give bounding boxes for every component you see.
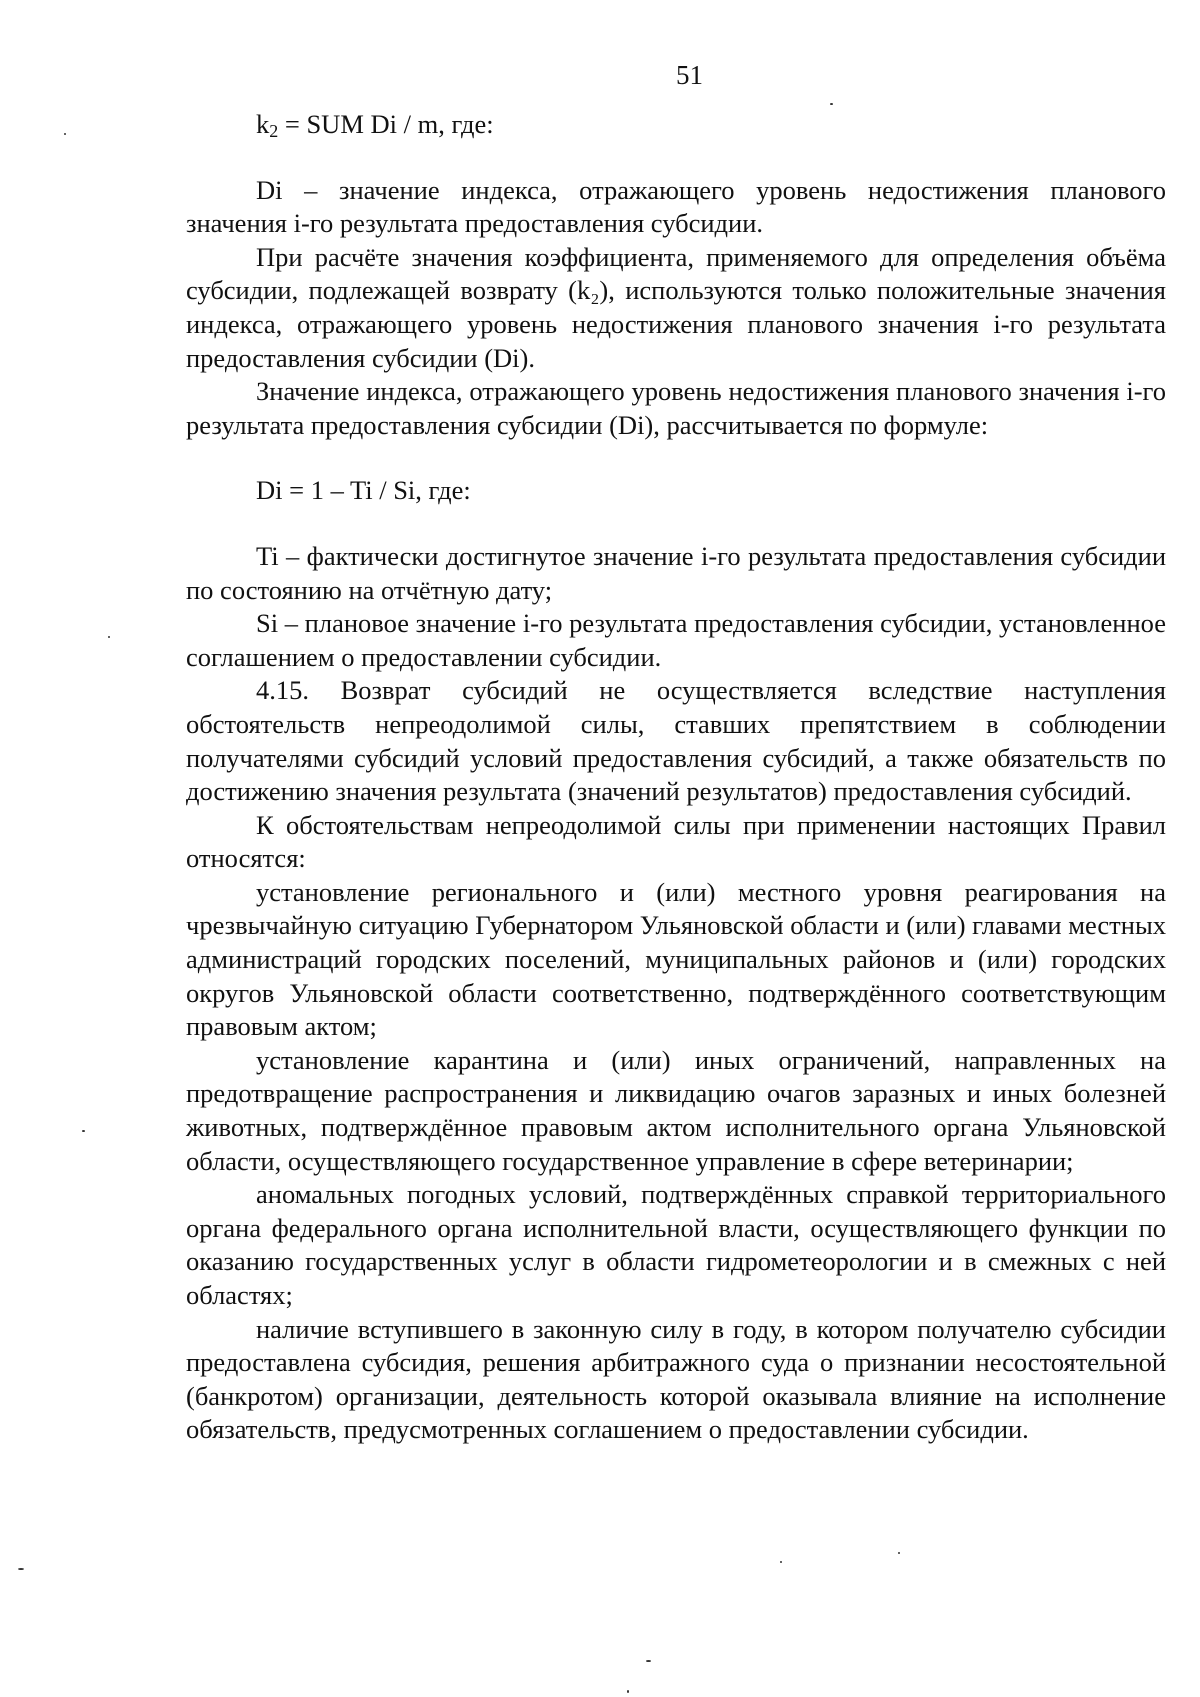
list-item-quarantine: установление карантина и (или) иных ограничений, направленных на предотвращение распространения и ликвидацию очагов заразных и иных болезней животных, подтверждённое правовым актом исполнительного органа Ульяновской области, осуществляющего государственное управление в сфере ветеринарии; <box>186 1044 1166 1176</box>
paragraph-di-definition: Di – значение индекса, отражающего уровень недостижения планового значения i-го результата предоставления субсидии. <box>186 174 1166 239</box>
formula-k2-rest: = SUM Di / m, где: <box>278 109 494 139</box>
scan-speck <box>627 1690 629 1693</box>
paragraph-force-majeure-intro: К обстоятельствам непреодолимой силы при применении настоящих Правил относятся: <box>186 809 1166 874</box>
paragraph-si-definition: Si – плановое значение i-го результата предоставления субсидии, установленное соглашением о предоставлении субсидии. <box>186 608 1166 672</box>
paragraph-k2-calculation: При расчёте значения коэффициента, применяемого для определения объёма субсидии, подлежащей возврату (k₂), используются только положительные значения индекса, отражающего уровень недостижения планового значения i-го результата предоставления субсидии (Di). <box>186 241 1166 373</box>
scan-speck <box>898 1552 900 1554</box>
scan-speck <box>18 1568 24 1570</box>
scan-speck <box>830 103 833 105</box>
list-item-weather: аномальных погодных условий, подтверждённых справкой территориального органа федерального органа исполнительной власти, осуществляющего функции по оказанию государственных услуг в области гидрометеорологии и в смежных с ней областях; <box>186 1179 1166 1310</box>
formula-k2-symbol: k <box>256 109 270 139</box>
document-body <box>186 108 1166 1447</box>
scan-speck <box>646 1660 651 1662</box>
scan-speck <box>64 133 66 135</box>
formula-di: Di = 1 – Ti / Si, где: <box>256 475 471 506</box>
scan-speck <box>780 1561 782 1563</box>
scan-speck <box>108 636 110 638</box>
paragraph-di-intro: Значение индекса, отражающего уровень недостижения планового значения i-го результата предоставления субсидии (Di), рассчитывается по формуле: <box>186 376 1166 440</box>
formula-k2 <box>186 108 1166 142</box>
page-number: 51 <box>676 60 703 90</box>
list-item-emergency: установление регионального и (или) местного уровня реагирования на чрезвычайную ситуацию Губернатором Ульяновской области и (или) главами местных администраций городских поселений, муниципальных районов и (или) городских округов Ульяновской области соответственно, подтверждённого соответствующим правовым актом; <box>186 876 1166 1042</box>
paragraph-ti-definition: Ti – фактически достигнутое значение i-го результата предоставления субсидии по состоянию на отчётную дату; <box>186 540 1166 605</box>
formula-k2-subscript: 2 <box>269 121 279 141</box>
list-item-bankruptcy: наличие вступившего в законную силу в году, в котором получателю субсидии предоставлена субсидия, решения арбитражного суда о признании несостоятельной (банкротом) организации, деятельность которой оказывала влияние на исполнение обязательств, предусмотренных соглашением о предоставлении субсидии. <box>186 1313 1166 1445</box>
paragraph-section-4-15: 4.15. Возврат субсидий не осуществляется вследствие наступления обстоятельств непреодолимой силы, ставших препятствием в соблюдении получателями субсидий условий предоставления субсидий, а также обязательств по достижению значения результата (значений результатов) предоставления субсидий. <box>186 675 1166 807</box>
scan-speck <box>82 1130 85 1132</box>
